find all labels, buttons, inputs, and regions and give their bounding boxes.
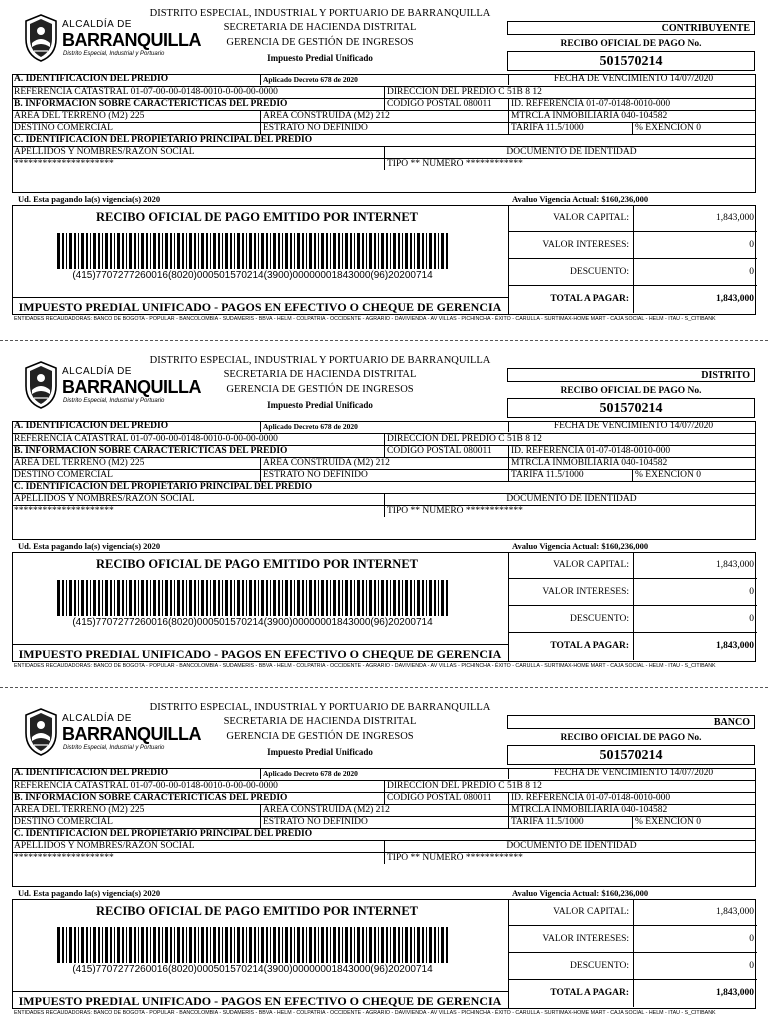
estrato: ESTRATO NO DEFINIDO [260, 123, 508, 134]
city-seal-icon [22, 360, 60, 410]
tarifa: TARIFA 11.5/1000 [508, 817, 632, 828]
copy-label: DISTRITO [507, 368, 755, 382]
section-b-title: B. INFORMACION SOBRE CARACTERICTICAS DEL PREDIO [14, 99, 288, 109]
apellidos-label: APELLIDOS Y NOMBRES/RAZON SOCIAL [14, 841, 195, 851]
logo-top-text: ALCALDÍA DE [62, 713, 132, 724]
valor-intereses-label: VALOR INTERESES: [542, 934, 629, 944]
cut-line [0, 687, 768, 688]
owner-name-masked: ********************* [14, 159, 114, 169]
decreto-label: Aplicado Decreto 678 de 2020 [260, 74, 384, 85]
descuento-row [509, 259, 757, 286]
barcode-text: (415)7707277260016(8020)000501570214(3900)00000001843000(96)20200714 [72, 617, 433, 628]
property-info-grid [12, 74, 756, 170]
codigo-postal: CODIGO POSTAL 080011 [384, 793, 508, 804]
matricula-inmobiliaria: MTRCLA INMOBILIARIA 040-104582 [508, 805, 756, 816]
direccion-predio: DIRECCION DEL PREDIO C 51B 8 12 [384, 87, 756, 98]
spacer [384, 768, 508, 779]
codigo-postal: CODIGO POSTAL 080011 [384, 446, 508, 457]
area-construida: AREA CONSTRUIDA (M2) 212 [260, 805, 508, 816]
logo-sub-text: Distrito Especial, Industrial y Portuario [63, 745, 165, 751]
total-row [509, 633, 757, 660]
emitido-internet-title: RECIBO OFICIAL DE PAGO EMITIDO POR INTERNET [95, 210, 419, 224]
valor-capital-label: VALOR CAPITAL: [553, 907, 629, 917]
valor-capital-label: VALOR CAPITAL: [553, 213, 629, 223]
matricula-inmobiliaria: MTRCLA INMOBILIARIA 040-104582 [508, 458, 756, 469]
header-impuesto: Impuesto Predial Unificado [267, 747, 373, 757]
descuento-row [509, 606, 757, 633]
section-c-title: C. IDENTIFICACION DEL PROPIETARIO PRINCIPAL DEL PREDIO [14, 829, 313, 839]
header-district: DISTRITO ESPECIAL, INDUSTRIAL Y PORTUARIO DE BARRANQUILLA [149, 355, 491, 366]
values-column [508, 899, 757, 1009]
barcode-text: (415)7707277260016(8020)000501570214(3900)00000001843000(96)20200714 [72, 964, 433, 975]
header-impuesto: Impuesto Predial Unificado [267, 53, 373, 63]
header-secretaria: SECRETARIA DE HACIENDA DISTRITAL [223, 716, 417, 727]
valor-intereses-label: VALOR INTERESES: [542, 240, 629, 250]
estrato: ESTRATO NO DEFINIDO [260, 470, 508, 481]
section-c-title: C. IDENTIFICACION DEL PROPIETARIO PRINCIPAL DEL PREDIO [14, 482, 313, 492]
logo-top-text: ALCALDÍA DE [62, 19, 132, 30]
exencion: % EXENCION 0 [632, 470, 756, 481]
area-construida: AREA CONSTRUIDA (M2) 212 [260, 458, 508, 469]
barcode-icon [55, 580, 450, 616]
total-row [509, 286, 757, 313]
referencia-catastral: REFERENCIA CATASTRAL 01-07-00-00-0148-0010-0-00-00-0000 [14, 781, 278, 791]
logo-sub-text: Distrito Especial, Industrial y Portuario [63, 51, 165, 57]
section-b-title: B. INFORMACION SOBRE CARACTERICTICAS DEL PREDIO [14, 446, 288, 456]
entidades-recaudadoras: ENTIDADES RECAUDADORAS: BANCO DE BOGOTA - POPULAR - BANCOLOMBIA - SUDAMERIS - BBVA - HELM - COLPATRIA - OCCIDENTE - AGRARIO - DAVIVIENDA - AV VILLAS - PICHINCHA - ÉXITO - CARULLA - SURTIMAX-HOME MART - CAJA SOCIAL - HELM - ITAU - S_CITIBANK [14, 1010, 716, 1016]
header-impuesto: Impuesto Predial Unificado [267, 400, 373, 410]
barcode-icon [55, 233, 450, 269]
tarifa: TARIFA 11.5/1000 [508, 123, 632, 134]
valor-intereses-row [509, 232, 757, 259]
section-a-title: A. IDENTIFICACION DEL PREDIO [14, 421, 169, 431]
direccion-predio: DIRECCION DEL PREDIO C 51B 8 12 [384, 781, 756, 792]
entidades-recaudadoras: ENTIDADES RECAUDADORAS: BANCO DE BOGOTA - POPULAR - BANCOLOMBIA - SUDAMERIS - BBVA - HELM - COLPATRIA - OCCIDENTE - AGRARIO - DAVIVIENDA - AV VILLAS - PICHINCHA - ÉXITO - CARULLA - SURTIMAX-HOME MART - CAJA SOCIAL - HELM - ITAU - S_CITIBANK [14, 663, 716, 669]
direccion-predio: DIRECCION DEL PREDIO C 51B 8 12 [384, 434, 756, 445]
copy-label: CONTRIBUYENTE [507, 21, 755, 35]
impuesto-pagos-banner: IMPUESTO PREDIAL UNIFICADO - PAGOS EN EFECTIVO O CHEQUE DE GERENCIA [12, 297, 508, 315]
emitido-internet-title: RECIBO OFICIAL DE PAGO EMITIDO POR INTERNET [95, 904, 419, 918]
vigencia-text: Ud. Esta pagando la(s) vigencia(s) 2020 [18, 194, 161, 204]
total-value: 1,843,000 [633, 980, 757, 1007]
descuento-label: DESCUENTO: [570, 267, 629, 277]
cut-line [0, 340, 768, 341]
city-seal-icon [22, 707, 60, 757]
avaluo-text: Avaluo Vigencia Actual: $160,236,000 [512, 194, 649, 204]
descuento-value: 0 [633, 606, 757, 633]
total-label: TOTAL A PAGAR: [550, 294, 629, 304]
id-referencia: ID. REFERENCIA 01-07-0148-0010-000 [508, 446, 756, 457]
emitido-internet-title: RECIBO OFICIAL DE PAGO EMITIDO POR INTERNET [95, 557, 419, 571]
valor-intereses-value: 0 [633, 579, 757, 606]
destino: DESTINO COMERCIAL [14, 123, 113, 133]
area-terreno: AREA DEL TERRENO (M2) 225 [14, 458, 145, 468]
receipt-number: 501570214 [507, 398, 755, 418]
avaluo-text: Avaluo Vigencia Actual: $160,236,000 [512, 541, 649, 551]
logo-top-text: ALCALDÍA DE [62, 366, 132, 377]
valor-capital-value: 1,843,000 [633, 205, 757, 232]
entidades-recaudadoras: ENTIDADES RECAUDADORAS: BANCO DE BOGOTA - POPULAR - BANCOLOMBIA - SUDAMERIS - BBVA - HELM - COLPATRIA - OCCIDENTE - AGRARIO - DAVIVIENDA - AV VILLAS - PICHINCHA - ÉXITO - CARULLA - SURTIMAX-HOME MART - CAJA SOCIAL - HELM - ITAU - S_CITIBANK [14, 316, 716, 322]
section-a-title: A. IDENTIFICACION DEL PREDIO [14, 74, 169, 84]
avaluo-text: Avaluo Vigencia Actual: $160,236,000 [512, 888, 649, 898]
valor-intereses-row [509, 926, 757, 953]
fecha-vencimiento: FECHA DE VENCIMIENTO 14/07/2020 [508, 768, 756, 779]
documento-label: DOCUMENTO DE IDENTIDAD [384, 841, 756, 852]
vigencia-text: Ud. Esta pagando la(s) vigencia(s) 2020 [18, 888, 161, 898]
receipt-title: RECIBO OFICIAL DE PAGO No. [560, 733, 702, 743]
logo-sub-text: Distrito Especial, Industrial y Portuario [63, 398, 165, 404]
header-district: DISTRITO ESPECIAL, INDUSTRIAL Y PORTUARIO DE BARRANQUILLA [149, 8, 491, 19]
estrato: ESTRATO NO DEFINIDO [260, 817, 508, 828]
valor-intereses-label: VALOR INTERESES: [542, 587, 629, 597]
receipt-title: RECIBO OFICIAL DE PAGO No. [560, 386, 702, 396]
id-referencia: ID. REFERENCIA 01-07-0148-0010-000 [508, 793, 756, 804]
tipo-numero-documento: TIPO ** NUMERO ************ [384, 159, 756, 170]
total-value: 1,843,000 [633, 633, 757, 660]
valor-intereses-value: 0 [633, 926, 757, 953]
spacer [384, 421, 508, 432]
descuento-value: 0 [633, 953, 757, 980]
decreto-label: Aplicado Decreto 678 de 2020 [260, 421, 384, 432]
tipo-numero-documento: TIPO ** NUMERO ************ [384, 506, 756, 517]
section-c-title: C. IDENTIFICACION DEL PROPIETARIO PRINCIPAL DEL PREDIO [14, 135, 313, 145]
values-column [508, 552, 757, 662]
total-row [509, 980, 757, 1007]
codigo-postal: CODIGO POSTAL 080011 [384, 99, 508, 110]
header-secretaria: SECRETARIA DE HACIENDA DISTRITAL [223, 369, 417, 380]
tipo-numero-documento: TIPO ** NUMERO ************ [384, 853, 756, 864]
descuento-label: DESCUENTO: [570, 961, 629, 971]
logo-main-text: BARRANQUILLA [62, 30, 201, 50]
payment-receipt [0, 0, 768, 340]
valor-capital-row [509, 552, 757, 579]
matricula-inmobiliaria: MTRCLA INMOBILIARIA 040-104582 [508, 111, 756, 122]
payment-receipt [0, 694, 768, 1034]
exencion: % EXENCION 0 [632, 123, 756, 134]
valor-capital-label: VALOR CAPITAL: [553, 560, 629, 570]
id-referencia: ID. REFERENCIA 01-07-0148-0010-000 [508, 99, 756, 110]
valor-capital-row [509, 205, 757, 232]
valor-capital-value: 1,843,000 [633, 899, 757, 926]
total-label: TOTAL A PAGAR: [550, 641, 629, 651]
copy-label: BANCO [507, 715, 755, 729]
total-label: TOTAL A PAGAR: [550, 988, 629, 998]
owner-name-masked: ********************* [14, 506, 114, 516]
valor-intereses-value: 0 [633, 232, 757, 259]
area-terreno: AREA DEL TERRENO (M2) 225 [14, 111, 145, 121]
decreto-label: Aplicado Decreto 678 de 2020 [260, 768, 384, 779]
header-district: DISTRITO ESPECIAL, INDUSTRIAL Y PORTUARIO DE BARRANQUILLA [149, 702, 491, 713]
area-construida: AREA CONSTRUIDA (M2) 212 [260, 111, 508, 122]
receipt-title: RECIBO OFICIAL DE PAGO No. [560, 39, 702, 49]
total-value: 1,843,000 [633, 286, 757, 313]
valor-capital-row [509, 899, 757, 926]
logo-main-text: BARRANQUILLA [62, 724, 201, 744]
receipt-number: 501570214 [507, 51, 755, 71]
area-terreno: AREA DEL TERRENO (M2) 225 [14, 805, 145, 815]
values-column [508, 205, 757, 315]
section-b-title: B. INFORMACION SOBRE CARACTERICTICAS DEL PREDIO [14, 793, 288, 803]
owner-name-masked: ********************* [14, 853, 114, 863]
descuento-label: DESCUENTO: [570, 614, 629, 624]
vigencia-text: Ud. Esta pagando la(s) vigencia(s) 2020 [18, 541, 161, 551]
descuento-value: 0 [633, 259, 757, 286]
referencia-catastral: REFERENCIA CATASTRAL 01-07-00-00-0148-0010-0-00-00-0000 [14, 87, 278, 97]
property-info-grid [12, 421, 756, 517]
impuesto-pagos-banner: IMPUESTO PREDIAL UNIFICADO - PAGOS EN EFECTIVO O CHEQUE DE GERENCIA [12, 644, 508, 662]
spacer [384, 74, 508, 85]
receipt-number: 501570214 [507, 745, 755, 765]
tarifa: TARIFA 11.5/1000 [508, 470, 632, 481]
barcode-text: (415)7707277260016(8020)000501570214(3900)00000001843000(96)20200714 [72, 270, 433, 281]
city-seal-icon [22, 13, 60, 63]
header-gerencia: GERENCIA DE GESTIÓN DE INGRESOS [226, 384, 414, 395]
referencia-catastral: REFERENCIA CATASTRAL 01-07-00-00-0148-0010-0-00-00-0000 [14, 434, 278, 444]
apellidos-label: APELLIDOS Y NOMBRES/RAZON SOCIAL [14, 147, 195, 157]
descuento-row [509, 953, 757, 980]
fecha-vencimiento: FECHA DE VENCIMIENTO 14/07/2020 [508, 421, 756, 432]
documento-label: DOCUMENTO DE IDENTIDAD [384, 147, 756, 158]
header-gerencia: GERENCIA DE GESTIÓN DE INGRESOS [226, 37, 414, 48]
payment-receipt [0, 347, 768, 687]
apellidos-label: APELLIDOS Y NOMBRES/RAZON SOCIAL [14, 494, 195, 504]
logo-main-text: BARRANQUILLA [62, 377, 201, 397]
impuesto-pagos-banner: IMPUESTO PREDIAL UNIFICADO - PAGOS EN EFECTIVO O CHEQUE DE GERENCIA [12, 991, 508, 1009]
header-gerencia: GERENCIA DE GESTIÓN DE INGRESOS [226, 731, 414, 742]
valor-intereses-row [509, 579, 757, 606]
valor-capital-value: 1,843,000 [633, 552, 757, 579]
destino: DESTINO COMERCIAL [14, 817, 113, 827]
barcode-icon [55, 927, 450, 963]
documento-label: DOCUMENTO DE IDENTIDAD [384, 494, 756, 505]
section-a-title: A. IDENTIFICACION DEL PREDIO [14, 768, 169, 778]
exencion: % EXENCION 0 [632, 817, 756, 828]
destino: DESTINO COMERCIAL [14, 470, 113, 480]
fecha-vencimiento: FECHA DE VENCIMIENTO 14/07/2020 [508, 74, 756, 85]
header-secretaria: SECRETARIA DE HACIENDA DISTRITAL [223, 22, 417, 33]
property-info-grid [12, 768, 756, 864]
